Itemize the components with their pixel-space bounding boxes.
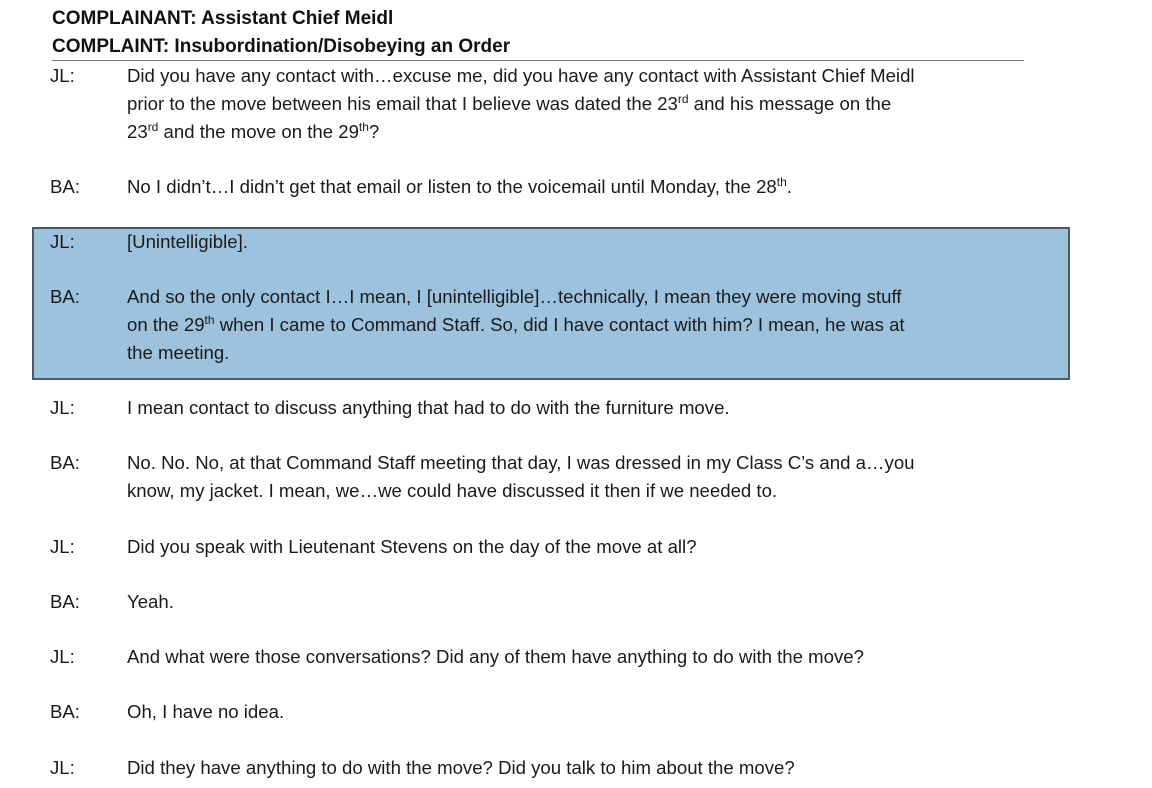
statement-line (127, 394, 1027, 422)
text-segment: ? (368, 120, 380, 142)
text-segment: . (786, 176, 792, 197)
ordinal-suffix: th (204, 312, 215, 327)
speaker-label: JL: (50, 397, 75, 418)
text-segment: 23 (127, 120, 148, 142)
text-segment: No. No. No, at that Command Staff meeting that day, I was dressed in my Class C’s and a…you (127, 452, 915, 473)
text-segment: Did you have any contact with…excuse me, did you have any contact with Assistant Chief Meidl (127, 65, 915, 86)
speaker-label: BA: (50, 701, 80, 722)
text-segment: Did you speak with Lieutenant Stevens on the day of the move at all? (127, 536, 697, 557)
statement-text (127, 62, 1027, 145)
statement-line (127, 449, 1027, 477)
ordinal-suffix: rd (677, 91, 689, 106)
text-segment: Yeah. (127, 591, 174, 612)
header-divider (52, 60, 1024, 61)
ordinal-suffix: th (776, 175, 787, 189)
statement-line (127, 339, 1027, 367)
statement-text (127, 449, 1027, 505)
speaker-label: JL: (50, 536, 75, 557)
text-segment: and his message on the (688, 92, 892, 114)
speaker-label: BA: (50, 176, 80, 197)
speaker-label: JL: (50, 646, 75, 667)
speaker-label: JL: (50, 231, 75, 252)
statement-line (127, 62, 1027, 90)
speaker-label: JL: (50, 65, 75, 86)
statement-line (127, 754, 1027, 782)
statement-text (127, 754, 1027, 782)
speaker-label: BA: (50, 452, 80, 473)
statement-line (127, 477, 1027, 505)
text-segment: and the move on the 29 (158, 120, 359, 142)
complainant-line: COMPLAINANT: Assistant Chief Meidl (52, 8, 394, 29)
text-segment: prior to the move between his email that I believe was dated the 23 (127, 92, 678, 114)
text-segment: I mean contact to discuss anything that had to do with the furniture move. (127, 397, 730, 418)
speaker-label: BA: (50, 286, 80, 307)
complaint-line: COMPLAINT: Insubordination/Disobeying an Order (52, 36, 511, 57)
statement-text (127, 698, 1027, 726)
statement-line (127, 698, 1027, 726)
text-segment: when I came to Command Staff. So, did I have contact with him? I mean, he was at (214, 313, 905, 335)
statement-line (127, 173, 1027, 201)
statement-line (127, 283, 1027, 311)
text-segment: Did they have anything to do with the move? Did you talk to him about the move? (127, 757, 795, 778)
statement-text (127, 173, 1027, 201)
statement-text (127, 394, 1027, 422)
statement-line (127, 228, 1027, 256)
statement-line (127, 90, 1027, 118)
statement-line (127, 118, 1027, 146)
ordinal-suffix: rd (147, 119, 159, 134)
text-segment: on the 29 (127, 313, 205, 335)
text-segment: And so the only contact I…I mean, I [unintelligible]…technically, I mean they were moving stuff (127, 286, 902, 307)
text-segment: [Unintelligible]. (127, 231, 248, 252)
statement-line (127, 643, 1027, 671)
text-segment: the meeting. (127, 341, 230, 363)
statement-text (127, 533, 1027, 561)
statement-text (127, 588, 1027, 616)
text-segment: know, my jacket. I mean, we…we could have discussed it then if we needed to. (127, 479, 778, 501)
statement-line (127, 588, 1027, 616)
statement-text (127, 283, 1027, 366)
statement-text (127, 228, 1027, 256)
ordinal-suffix: th (358, 119, 369, 134)
speaker-label: JL: (50, 757, 75, 778)
text-segment: Oh, I have no idea. (127, 701, 285, 722)
text-segment: And what were those conversations? Did any of them have anything to do with the move? (127, 646, 864, 667)
statement-line (127, 533, 1027, 561)
statement-text (127, 643, 1027, 671)
document-header (52, 5, 510, 61)
text-segment: No I didn’t…I didn’t get that email or listen to the voicemail until Monday, the 28 (127, 176, 777, 197)
statement-line (127, 311, 1027, 339)
speaker-label: BA: (50, 591, 80, 612)
